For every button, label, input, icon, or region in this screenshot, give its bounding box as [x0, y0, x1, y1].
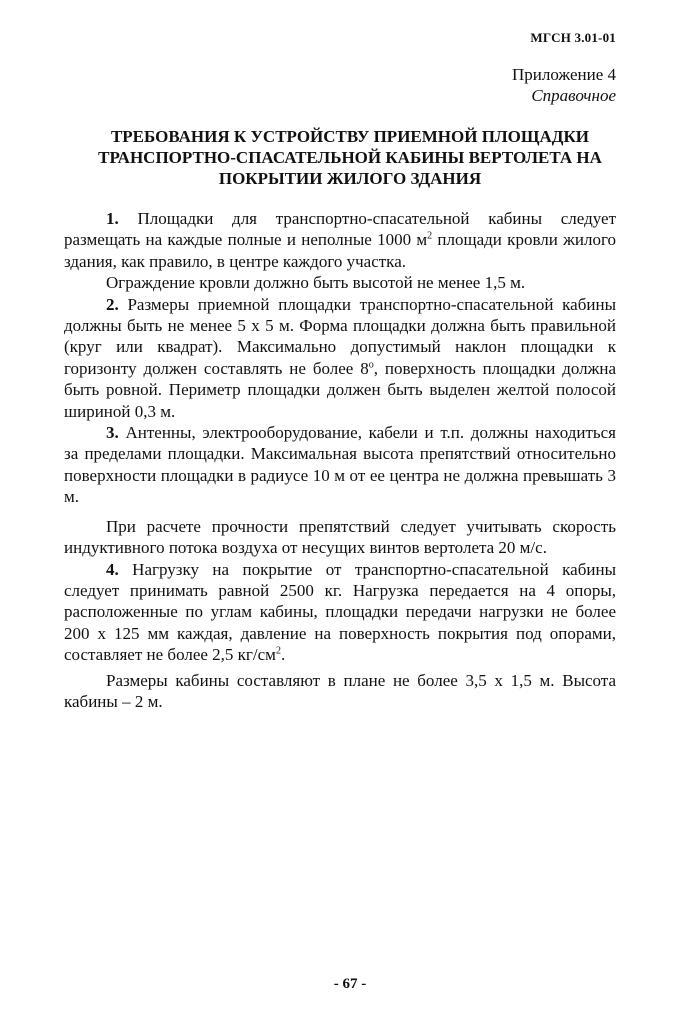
paragraph-3-number: 3.: [106, 423, 119, 443]
paragraph-3-text: Антенны, электрооборудование, кабели и т.п. должны находиться за пределами площадки. Максимальная высота препятствий относительно поверхности площадки в радиусе 10 м от ее центра не должна превышать 3 м.: [64, 423, 616, 507]
paragraph-4: [64, 559, 616, 666]
title-line-1: ТРЕБОВАНИЯ К УСТРОЙСТВУ ПРИЕМНОЙ ПЛОЩАДКИ: [110, 127, 590, 146]
paragraph-4-superscript: 2: [275, 645, 281, 657]
appendix-header: [512, 64, 616, 106]
page-number: - 67 -: [333, 976, 367, 992]
paragraph-4-text-b: .: [280, 645, 286, 665]
paragraph-1-note: Ограждение кровли должно быть высотой не менее 1,5 м.: [106, 273, 526, 293]
paragraph-2: [64, 294, 616, 422]
appendix-type: Справочное: [531, 86, 616, 105]
title-line-2: ТРАНСПОРТНО-СПАСАТЕЛЬНОЙ КАБИНЫ ВЕРТОЛЕТА НА: [98, 148, 602, 167]
paragraph-4-number: 4.: [106, 559, 119, 579]
paragraph-2-text-a: Размеры приемной площадки транспортно-спасательной кабины должны быть не менее 5 х 5 м. Форма площадки должна быть правильной (круг или квадрат). Максимально допустимый наклон площадки к горизонту должен составлять не более 8: [64, 294, 616, 378]
paragraph-1: [64, 208, 616, 272]
paragraph-4-note: Размеры кабины составляют в плане не более 3,5 х 1,5 м. Высота кабины – 2 м.: [64, 670, 616, 711]
paragraph-3-note: При расчете прочности препятствий следует учитывать скорость индуктивного потока воздуха от несущих винтов вертолета 20 м/с.: [64, 516, 616, 558]
document-code: МГСН 3.01-01: [530, 30, 616, 45]
paragraph-1-text-a: Площадки для транспортно-спасательной кабины следует размещать на каждые полные и неполные 1000 м: [64, 209, 616, 250]
paragraph-2-text-b: , поверхность площадки должна быть ровной. Периметр площадки должен быть выделен желтой полосой шириной 0,3 м.: [64, 358, 617, 421]
paragraph-2-superscript: о: [368, 359, 374, 371]
appendix-label: Приложение 4: [512, 65, 616, 84]
paragraph-2-number: 2.: [106, 294, 119, 314]
page-title: [60, 126, 640, 189]
document-body: [64, 208, 616, 712]
title-line-3: ПОКРЫТИИ ЖИЛОГО ЗДАНИЯ: [218, 169, 482, 188]
paragraph-1-superscript: 2: [427, 230, 433, 242]
paragraph-3: [64, 422, 616, 508]
paragraph-1-number: 1.: [106, 209, 119, 228]
paragraph-4-text-a: Нагрузку на покрытие от транспортно-спасательной кабины следует принимать равной 2500 кг. Нагрузка передается на 4 опоры, расположенные по углам кабины, площадки передачи нагрузки не более 200 х 125 мм каждая, давление на поверхность покрытия под опорами, составляет не более 2,5 кг/см: [64, 559, 616, 665]
paragraph-1-text-b: площади кровли жилого здания, как правило, в центре каждого участка.: [64, 230, 616, 271]
